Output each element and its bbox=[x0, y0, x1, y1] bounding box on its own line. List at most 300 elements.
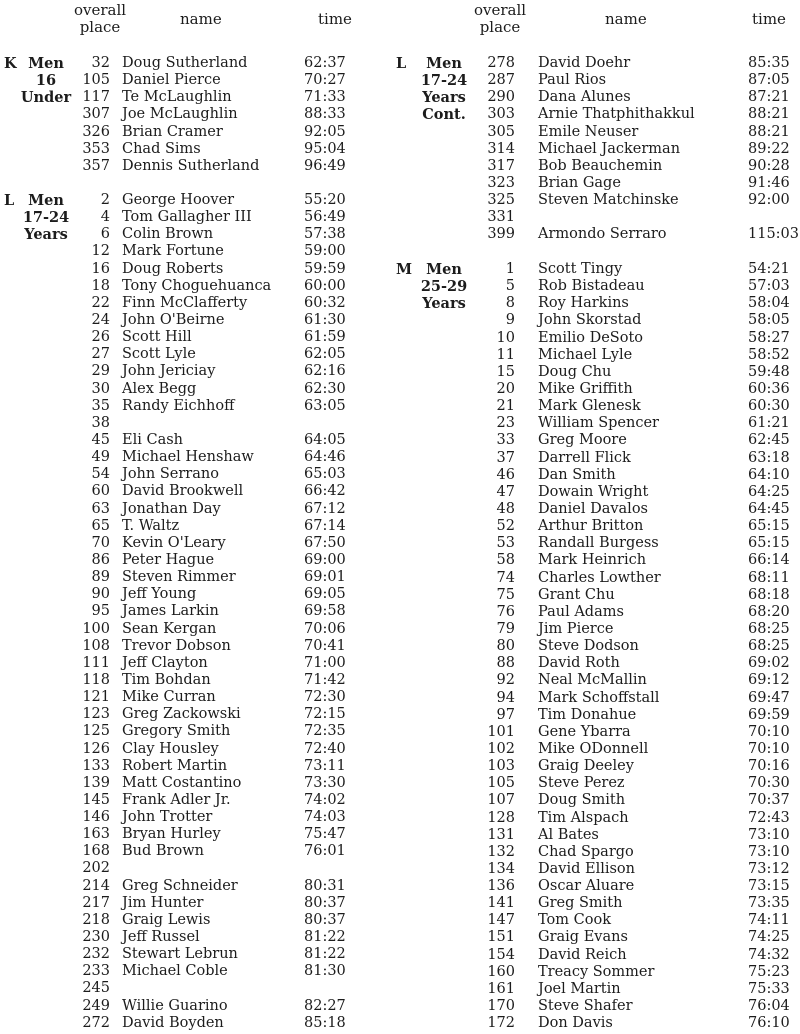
finish-time: 70:27 bbox=[304, 72, 346, 89]
runner-name: Chad Spargo bbox=[538, 843, 634, 860]
overall-place: 160 bbox=[487, 963, 515, 980]
finish-time: 69:01 bbox=[304, 569, 346, 586]
finish-time: 87:05 bbox=[748, 72, 790, 89]
finish-time: 88:21 bbox=[748, 123, 790, 140]
finish-time: 115:03 bbox=[748, 226, 800, 243]
division-label-line: Years bbox=[422, 89, 466, 107]
results-list bbox=[392, 261, 800, 1032]
result-row bbox=[392, 295, 800, 312]
runner-name: Steve Perez bbox=[538, 775, 625, 792]
result-row bbox=[0, 432, 392, 449]
runner-name: Rob Bistadeau bbox=[538, 278, 645, 295]
finish-time: 61:21 bbox=[748, 415, 790, 432]
finish-time: 72:30 bbox=[304, 689, 346, 706]
overall-place: 23 bbox=[496, 415, 515, 432]
runner-name: Gene Ybarra bbox=[538, 723, 631, 740]
overall-place: 58 bbox=[496, 552, 515, 569]
runner-name: David Doehr bbox=[538, 55, 631, 71]
result-row bbox=[0, 860, 392, 877]
result-row bbox=[392, 810, 800, 827]
overall-place: 46 bbox=[496, 466, 515, 483]
runner-name: Steven Rimmer bbox=[122, 569, 236, 586]
result-row bbox=[0, 946, 392, 963]
overall-place: 18 bbox=[91, 277, 110, 294]
overall-place: 249 bbox=[82, 997, 110, 1014]
overall-place: 317 bbox=[487, 157, 515, 174]
finish-time: 59:59 bbox=[304, 260, 346, 277]
result-row bbox=[0, 415, 392, 432]
overall-place: 54 bbox=[91, 466, 110, 483]
overall-place: 126 bbox=[82, 740, 110, 757]
finish-time: 54:21 bbox=[748, 261, 790, 277]
finish-time: 90:28 bbox=[748, 157, 790, 174]
result-row bbox=[0, 483, 392, 500]
overall-place: 278 bbox=[487, 55, 515, 71]
finish-time: 68:18 bbox=[748, 586, 790, 603]
name-heading: name bbox=[180, 10, 222, 28]
overall-place: 233 bbox=[82, 963, 110, 980]
result-row bbox=[392, 758, 800, 775]
finish-time: 69:05 bbox=[304, 586, 346, 603]
result-row bbox=[392, 72, 800, 89]
result-row bbox=[392, 192, 800, 209]
result-row bbox=[0, 535, 392, 552]
result-row bbox=[0, 963, 392, 980]
runner-name: Eli Cash bbox=[122, 431, 183, 448]
overall-place: 147 bbox=[487, 912, 515, 929]
finish-time: 58:52 bbox=[748, 346, 790, 363]
result-row bbox=[392, 775, 800, 792]
result-row bbox=[392, 690, 800, 707]
runner-name: Scott Tingy bbox=[538, 261, 623, 277]
finish-time: 59:00 bbox=[304, 243, 346, 260]
runner-name: Joe McLaughlin bbox=[122, 106, 238, 123]
result-row bbox=[392, 707, 800, 724]
finish-time: 74:02 bbox=[304, 791, 346, 808]
overall-place: 37 bbox=[496, 449, 515, 466]
result-row bbox=[392, 912, 800, 929]
overall-place: 94 bbox=[496, 689, 515, 706]
result-row bbox=[0, 552, 392, 569]
runner-name: Darrell Flick bbox=[538, 449, 631, 466]
result-row bbox=[392, 450, 800, 467]
runner-name: Peter Hague bbox=[122, 551, 215, 568]
overall-place: 2 bbox=[100, 192, 110, 208]
overall-place: 123 bbox=[82, 706, 110, 723]
finish-time: 70:41 bbox=[304, 637, 346, 654]
overall-place: 325 bbox=[487, 192, 515, 209]
runner-name: Chad Sims bbox=[122, 140, 201, 157]
finish-time: 76:01 bbox=[304, 843, 346, 860]
finish-time: 71:00 bbox=[304, 654, 346, 671]
result-row bbox=[0, 878, 392, 895]
runner-name: T. Waltz bbox=[122, 517, 180, 534]
runner-name: Doug Roberts bbox=[122, 260, 224, 277]
runner-name: Jeff Russel bbox=[122, 929, 200, 946]
result-row bbox=[392, 158, 800, 175]
finish-time: 60:00 bbox=[304, 277, 346, 294]
result-row bbox=[0, 72, 392, 89]
result-row bbox=[392, 347, 800, 364]
result-row bbox=[392, 741, 800, 758]
finish-time: 60:32 bbox=[304, 294, 346, 311]
overall-place: 70 bbox=[91, 534, 110, 551]
overall-place: 399 bbox=[487, 226, 515, 243]
overall-place: 1 bbox=[505, 261, 515, 277]
runner-name: David Boyden bbox=[122, 1014, 224, 1031]
finish-time: 69:12 bbox=[748, 672, 790, 689]
overall-place: 53 bbox=[496, 535, 515, 552]
result-row bbox=[392, 552, 800, 569]
runner-name: Mike Griffith bbox=[538, 380, 633, 397]
finish-time: 58:04 bbox=[748, 295, 790, 312]
result-row bbox=[0, 706, 392, 723]
finish-time: 81:22 bbox=[304, 929, 346, 946]
overall-place: 131 bbox=[487, 826, 515, 843]
runner-name: Steve Dodson bbox=[538, 638, 639, 655]
result-row bbox=[0, 346, 392, 363]
finish-time: 92:00 bbox=[748, 192, 790, 209]
finish-time: 69:59 bbox=[748, 706, 790, 723]
result-row bbox=[0, 775, 392, 792]
runner-name: Brian Cramer bbox=[122, 123, 223, 140]
runner-name: Frank Adler Jr. bbox=[122, 791, 231, 808]
overall-place: 79 bbox=[496, 620, 515, 637]
runner-name: Mark Heinrich bbox=[538, 552, 647, 569]
runner-name: Jim Hunter bbox=[122, 894, 204, 911]
finish-time: 55:20 bbox=[304, 192, 346, 208]
runner-name: Randall Burgess bbox=[538, 535, 659, 552]
runner-name: Graig Lewis bbox=[122, 911, 211, 928]
runner-name: Willie Guarino bbox=[122, 997, 228, 1014]
finish-time: 76:04 bbox=[748, 998, 790, 1015]
finish-time: 74:11 bbox=[748, 912, 790, 929]
overall-place: 8 bbox=[505, 295, 515, 312]
time-heading: time bbox=[752, 10, 786, 28]
runner-name: John Serrano bbox=[122, 466, 219, 483]
result-row bbox=[392, 398, 800, 415]
finish-time: 61:30 bbox=[304, 311, 346, 328]
overall-place: 168 bbox=[82, 843, 110, 860]
result-row bbox=[392, 964, 800, 981]
finish-time: 62:45 bbox=[748, 432, 790, 449]
overall-place: 30 bbox=[91, 380, 110, 397]
result-row bbox=[0, 569, 392, 586]
left-header bbox=[0, 0, 392, 40]
overall-place: 202 bbox=[82, 860, 110, 877]
finish-time: 73:30 bbox=[304, 774, 346, 791]
result-row bbox=[392, 1015, 800, 1032]
runner-name: Te McLaughlin bbox=[122, 89, 232, 106]
runner-name: Bud Brown bbox=[122, 843, 204, 860]
division-letter: L bbox=[4, 192, 15, 209]
finish-time: 67:12 bbox=[304, 500, 346, 517]
result-row bbox=[392, 792, 800, 809]
finish-time: 73:10 bbox=[748, 826, 790, 843]
finish-time: 64:25 bbox=[748, 483, 790, 500]
runner-name: John Skorstad bbox=[538, 312, 642, 329]
overall-place: 307 bbox=[82, 106, 110, 123]
overall-place: 108 bbox=[82, 637, 110, 654]
overall-place: 9 bbox=[505, 312, 515, 329]
result-row bbox=[392, 261, 800, 278]
runner-name: Jeff Young bbox=[122, 586, 197, 603]
runner-name: Greg Schneider bbox=[122, 877, 238, 894]
overall-place: 217 bbox=[82, 894, 110, 911]
runner-name: Treacy Sommer bbox=[538, 963, 655, 980]
finish-time: 68:25 bbox=[748, 638, 790, 655]
finish-time: 80:31 bbox=[304, 877, 346, 894]
result-row bbox=[0, 689, 392, 706]
result-row bbox=[392, 587, 800, 604]
finish-time: 82:27 bbox=[304, 997, 346, 1014]
result-row bbox=[0, 638, 392, 655]
runner-name: Neal McMallin bbox=[538, 672, 647, 689]
overall-place: 10 bbox=[496, 329, 515, 346]
result-row bbox=[0, 672, 392, 689]
runner-name: Dowain Wright bbox=[538, 483, 649, 500]
finish-time: 85:35 bbox=[748, 55, 790, 71]
runner-name: Randy Eichhoff bbox=[122, 397, 235, 414]
division-letter: M bbox=[396, 261, 413, 278]
overall-place: 139 bbox=[82, 774, 110, 791]
finish-time: 75:33 bbox=[748, 980, 790, 997]
runner-name: Charles Lowther bbox=[538, 569, 661, 586]
finish-time: 96:49 bbox=[304, 157, 346, 174]
result-row bbox=[0, 158, 392, 175]
overall-place: 11 bbox=[496, 346, 515, 363]
runner-name: Tim Bohdan bbox=[122, 671, 211, 688]
finish-time: 95:04 bbox=[304, 140, 346, 157]
result-row bbox=[392, 604, 800, 621]
runner-name: Robert Martin bbox=[122, 757, 228, 774]
finish-time: 70:10 bbox=[748, 723, 790, 740]
finish-time: 61:59 bbox=[304, 329, 346, 346]
overall-place: 214 bbox=[82, 877, 110, 894]
runner-name: Mark Glenesk bbox=[538, 398, 641, 415]
overall-place: 60 bbox=[91, 483, 110, 500]
overall-place: 80 bbox=[496, 638, 515, 655]
runner-name: Emile Neuser bbox=[538, 123, 639, 140]
division-label-line: 16 bbox=[35, 72, 57, 90]
overall-place: 136 bbox=[487, 878, 515, 895]
division-label-line: Years bbox=[422, 295, 466, 313]
overall-place: 132 bbox=[487, 843, 515, 860]
overall-place: 95 bbox=[91, 603, 110, 620]
result-row bbox=[0, 809, 392, 826]
finish-time: 71:33 bbox=[304, 89, 346, 106]
runner-name: James Larkin bbox=[122, 603, 219, 620]
result-row bbox=[392, 467, 800, 484]
runner-name: Jeff Clayton bbox=[122, 654, 208, 671]
result-row bbox=[0, 603, 392, 620]
overall-place: 92 bbox=[496, 672, 515, 689]
division-letter: K bbox=[4, 55, 17, 72]
runner-name: David Ellison bbox=[538, 860, 635, 877]
result-row bbox=[0, 124, 392, 141]
finish-time: 73:10 bbox=[748, 843, 790, 860]
overall-place: 97 bbox=[496, 706, 515, 723]
overall-place: 26 bbox=[91, 329, 110, 346]
result-row bbox=[0, 398, 392, 415]
result-row bbox=[0, 998, 392, 1015]
runner-name: Dana Alunes bbox=[538, 89, 631, 106]
runner-name: Mike Curran bbox=[122, 689, 216, 706]
runner-name: Roy Harkins bbox=[538, 295, 629, 312]
result-row bbox=[0, 141, 392, 158]
overall-place: 4 bbox=[100, 209, 110, 226]
overall-place: 232 bbox=[82, 946, 110, 963]
finish-time: 57:38 bbox=[304, 226, 346, 243]
finish-time: 65:03 bbox=[304, 466, 346, 483]
result-row bbox=[0, 243, 392, 260]
runner-name: Trevor Dobson bbox=[122, 637, 231, 654]
result-row bbox=[0, 192, 392, 209]
overall-place: 27 bbox=[91, 346, 110, 363]
finish-time: 68:20 bbox=[748, 603, 790, 620]
finish-time: 60:30 bbox=[748, 398, 790, 415]
result-row bbox=[392, 330, 800, 347]
result-row bbox=[392, 827, 800, 844]
result-row bbox=[0, 295, 392, 312]
result-row bbox=[392, 432, 800, 449]
runner-name: Bob Beauchemin bbox=[538, 157, 663, 174]
result-row bbox=[0, 929, 392, 946]
runner-name: Paul Adams bbox=[538, 603, 624, 620]
finish-time: 89:22 bbox=[748, 140, 790, 157]
runner-name: Brian Gage bbox=[538, 174, 621, 191]
runner-name: Oscar Aluare bbox=[538, 878, 635, 895]
overall-place: 101 bbox=[487, 723, 515, 740]
runner-name: Steve Shafer bbox=[538, 998, 633, 1015]
finish-time: 70:16 bbox=[748, 758, 790, 775]
overall-place: 230 bbox=[82, 929, 110, 946]
runner-name: Michael Jackerman bbox=[538, 140, 681, 157]
finish-time: 62:37 bbox=[304, 55, 346, 71]
finish-time: 80:37 bbox=[304, 894, 346, 911]
result-row bbox=[392, 381, 800, 398]
division-label-line: Years bbox=[24, 226, 68, 244]
overall-place: 88 bbox=[496, 655, 515, 672]
overall-place: 105 bbox=[82, 72, 110, 89]
runner-name: Mark Fortune bbox=[122, 243, 224, 260]
runner-name: Alex Begg bbox=[122, 380, 197, 397]
result-row bbox=[392, 621, 800, 638]
overall-place: 128 bbox=[487, 809, 515, 826]
overall-place: 22 bbox=[91, 294, 110, 311]
name-heading: name bbox=[605, 10, 647, 28]
overall-place: 134 bbox=[487, 860, 515, 877]
runner-name: Mike ODonnell bbox=[538, 740, 649, 757]
finish-time: 64:05 bbox=[304, 431, 346, 448]
overall-place: 12 bbox=[91, 243, 110, 260]
overall-place: 326 bbox=[82, 123, 110, 140]
result-row bbox=[0, 466, 392, 483]
finish-time: 66:42 bbox=[304, 483, 346, 500]
result-row bbox=[392, 312, 800, 329]
result-row bbox=[0, 723, 392, 740]
result-row bbox=[0, 826, 392, 843]
finish-time: 65:15 bbox=[748, 518, 790, 535]
result-row bbox=[392, 124, 800, 141]
finish-time: 64:10 bbox=[748, 466, 790, 483]
overall-place: 218 bbox=[82, 911, 110, 928]
runner-name: Don Davis bbox=[538, 1015, 613, 1032]
finish-time: 58:27 bbox=[748, 329, 790, 346]
overall-place: 163 bbox=[82, 826, 110, 843]
finish-time: 88:33 bbox=[304, 106, 346, 123]
runner-name: Matt Costantino bbox=[122, 774, 242, 791]
overall-place: 86 bbox=[91, 551, 110, 568]
result-row bbox=[0, 586, 392, 603]
result-row bbox=[392, 981, 800, 998]
finish-time: 70:06 bbox=[304, 620, 346, 637]
result-row bbox=[392, 415, 800, 432]
runner-name: John Trotter bbox=[122, 809, 213, 826]
result-row bbox=[392, 861, 800, 878]
overall-place: 272 bbox=[82, 1014, 110, 1031]
result-row bbox=[0, 895, 392, 912]
overall-place: 314 bbox=[487, 140, 515, 157]
runner-name: Arnie Thatphithakkul bbox=[538, 106, 695, 123]
runner-name: Stewart Lebrun bbox=[122, 946, 238, 963]
runner-name: David Roth bbox=[538, 655, 620, 672]
overall-place: 118 bbox=[82, 671, 110, 688]
overall-place: 133 bbox=[82, 757, 110, 774]
result-row bbox=[392, 484, 800, 501]
finish-time: 70:30 bbox=[748, 775, 790, 792]
finish-time: 74:25 bbox=[748, 929, 790, 946]
result-row bbox=[392, 724, 800, 741]
finish-time: 73:12 bbox=[748, 860, 790, 877]
result-row bbox=[0, 89, 392, 106]
runner-name: Scott Lyle bbox=[122, 346, 196, 363]
finish-time: 59:48 bbox=[748, 363, 790, 380]
overall-label: overall bbox=[73, 1, 127, 19]
runner-name: Paul Rios bbox=[538, 72, 607, 89]
overall-place: 245 bbox=[82, 980, 110, 997]
division-letter: L bbox=[396, 55, 407, 72]
overall-place: 357 bbox=[82, 157, 110, 174]
finish-time: 72:40 bbox=[304, 740, 346, 757]
overall-place: 21 bbox=[496, 398, 515, 415]
runner-name: Arthur Britton bbox=[538, 518, 644, 535]
result-row bbox=[392, 895, 800, 912]
division-label-line: Men bbox=[28, 55, 64, 72]
runner-name: Joel Martin bbox=[538, 980, 621, 997]
runner-name: Steven Matchinske bbox=[538, 192, 679, 209]
finish-time: 73:15 bbox=[748, 878, 790, 895]
result-row bbox=[392, 535, 800, 552]
result-row bbox=[0, 261, 392, 278]
overall-place: 16 bbox=[91, 260, 110, 277]
finish-time: 72:43 bbox=[748, 809, 790, 826]
runner-name: Doug Chu bbox=[538, 363, 612, 380]
result-row bbox=[392, 638, 800, 655]
runner-name: Finn McClafferty bbox=[122, 294, 248, 311]
runner-name: Dan Smith bbox=[538, 466, 616, 483]
finish-time: 87:21 bbox=[748, 89, 790, 106]
result-row bbox=[0, 329, 392, 346]
runner-name: Jonathan Day bbox=[122, 500, 221, 517]
runner-name: Daniel Pierce bbox=[122, 72, 221, 89]
result-row bbox=[392, 998, 800, 1015]
finish-time: 58:05 bbox=[748, 312, 790, 329]
runner-name: Tom Cook bbox=[538, 912, 611, 929]
finish-time: 63:05 bbox=[304, 397, 346, 414]
overall-place: 141 bbox=[487, 895, 515, 912]
finish-time: 76:10 bbox=[748, 1015, 790, 1032]
